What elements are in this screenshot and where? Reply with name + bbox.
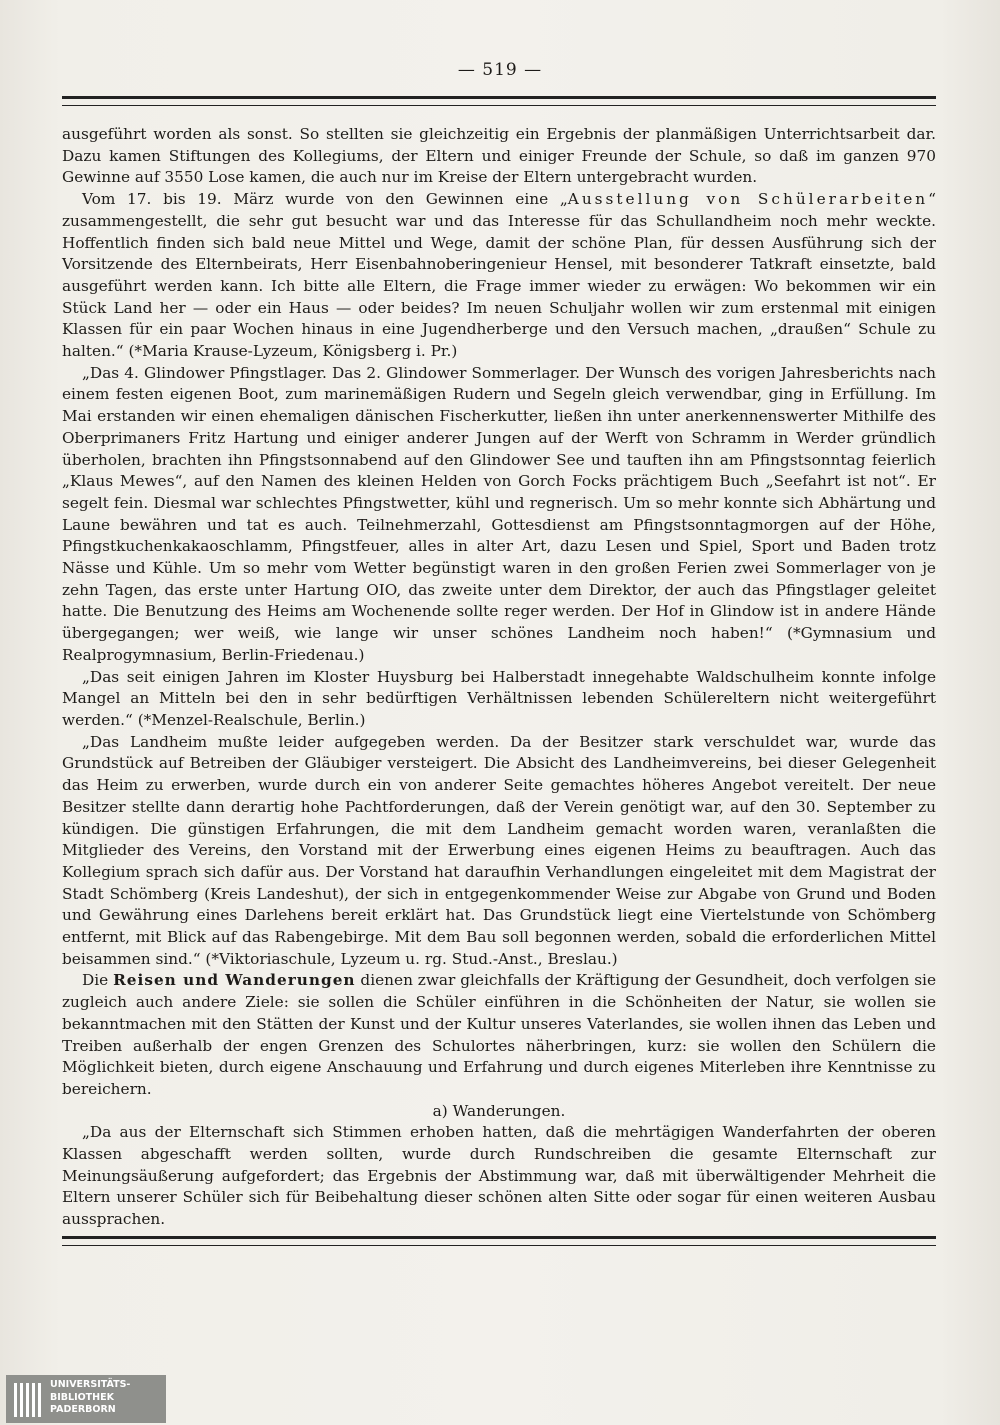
library-logo-icon: [14, 1383, 44, 1417]
spaced-emphasis: Ausstellung von Schülerarbeiten: [567, 190, 929, 209]
footer-rule: [62, 1236, 936, 1246]
section-heading: a) Wanderungen.: [432, 1101, 566, 1120]
logo-line-3: PADERBORN: [50, 1404, 116, 1415]
paragraph-1: ausgeführt worden als sonst. So stellten sie gleichzeitig ein Ergebnis der planmäßigen Unterrichtsarbeit dar. Dazu kamen Stiftungen des Kollegiums, der Eltern und einiger Freunde der Schule, so daß im ganzen 970 Gewinne auf 3550 Lose kamen, die auch nur im Kreise der Eltern untergebracht wurden.: [62, 125, 936, 187]
paragraph-2: Vom 17. bis 19. März wurde von den Gewinnen eine „Ausstellung von Schülerarbeiten“ zusammengestellt, die sehr gut besucht war und das Interesse für das Schullandheim noch mehr weckte. Hoffentlich finden sich bald neue Mittel und Wege, damit der schöne Plan, für dessen Ausführung sich der Vorsitzende des Elternbeirats, Herr Eisenbahnoberingenieur Hensel, mit besonderer Tatkraft einsetzte, bald ausgeführt werden kann. Ich bitte alle Eltern, die Frage immer wieder zu erwägen: Wo bekommen wir ein Stück Land her — oder ein Haus — oder beides? Im neuen Schuljahr wollen wir zum erstenmal mit einigen Klassen für ein paar Wochen hinaus in eine Jugendherberge und den Versuch machen, „draußen“ Schule zu halten.“ (*Maria Krause-Lyzeum, Königsberg i. Pr.): [62, 190, 936, 361]
header-rule: [62, 96, 936, 106]
library-logo: [6, 1375, 166, 1423]
paragraph-7: „Da aus der Elternschaft sich Stimmen erhoben hatten, daß die mehrtägigen Wanderfahrten der oberen Klassen abgeschafft werden sollten, wurde durch Rundschreiben die gesamte Elternschaft zur Meinungsäußerung aufgefordert; das Ergebnis der Abstimmung war, daß mit überwältigender Mehrheit die Eltern unserer Schüler sich für Beibehaltung dieser schönen alten Sitte oder sogar für einen weiteren Ausbau aussprachen.: [62, 1123, 936, 1229]
paragraph-3: „Das 4. Glindower Pfingstlager. Das 2. Glindower Sommerlager. Der Wunsch des vorigen Jahresberichts nach einem festen eigenen Boot, zum marinemäßigen Rudern und Segeln gleich verwendbar, ging in Erfüllung. Im Mai erstanden wir einen ehemaligen dänischen Fischerkutter, ließen ihn unter anerkennenswerter Mithilfe des Oberprimaners Fritz Hartung und einiger anderer Jungen auf der Werft von Schramm in Werder gründlich überholen, brachten ihn Pfingstsonnabend auf den Glindower See und tauften ihn am Pfingstsonntag feierlich „Klaus Mewes“, auf den Namen des kleinen Helden von Gorch Focks prächtigem Buch „Seefahrt ist not“. Er segelt fein. Diesmal war schlechtes Pfingstwetter, kühl und regnerisch. Um so mehr konnte sich Abhärtung und Laune bewähren und tat es auch. Teilnehmerzahl, Gottesdienst am Pfingstsonntagmorgen auf der Höhe, Pfingstkuchenkakaoschlamm, Pfingstfeuer, alles in alter Art, dazu Lesen und Spiel, Sport und Baden trotz Nässe und Kühle. Um so mehr vom Wetter begünstigt waren in den großen Ferien zwei Sommerlager von je zehn Tagen, das erste unter Hartung OIO, das zweite unter dem Direktor, der auch das Pfingstlager geleitet hatte. Die Benutzung des Heims am Wochenende sollte reger werden. Der Hof in Glindow ist in andere Hände übergegangen; wer weiß, wie lange wir unser schönes Landheim noch haben!“ (*Gymnasium und Realprogymnasium, Berlin-Friedenau.): [62, 363, 936, 664]
paragraph-4: „Das seit einigen Jahren im Kloster Huysburg bei Halberstadt innegehabte Waldschulheim konnte infolge Mangel an Mitteln bei den in sehr bedürftigen Verhältnissen lebenden Schülereltern nicht weitergeführt werden.“ (*Menzel-Realschule, Berlin.): [62, 667, 936, 729]
paragraph-6: Die Reisen und Wanderungen dienen zwar gleichfalls der Kräftigung der Gesundheit, doch verfolgen sie zugleich auch andere Ziele: sie sollen die Schüler einführen in die Schönheiten der Natur, sie wollen sie bekanntmachen mit den Stätten der Kunst und der Kultur unseres Vaterlandes, sie wollen ihnen das Leben und Treiben außerhalb der engen Grenzen des Schulortes näherbringen, kurz: sie wollen den Schülern die Möglichkeit bieten, durch eigene Anschauung und Erfahrung und durch eigenes Miterleben ihre Kenntnisse zu bereichern.: [62, 971, 937, 1098]
page-number: — 519 —: [457, 60, 543, 80]
bold-emphasis: Reisen und Wanderungen: [113, 971, 356, 990]
logo-line-2: BIBLIOTHEK: [50, 1391, 114, 1403]
paragraph-5: „Das Landheim mußte leider aufgegeben werden. Da der Besitzer stark verschuldet war, wurde das Grundstück auf Betreiben der Gläubiger versteigert. Die Absicht des Landheimvereins, bei dieser Gelegenheit das Heim zu erwerben, wurde durch ein von anderer Seite gemachtes höheres Angebot vereitelt. Der neue Besitzer stellte dann derartig hohe Pachtforderungen, daß der Verein genötigt war, auf den 30. September zu kündigen. Die günstigen Erfahrungen, die mit dem Landheim gemacht worden waren, veranlaßten die Mitglieder des Vereins, den Vorstand mit der Erwerbung eines eigenen Heims zu beauftragen. Auch das Kollegium sprach sich dafür aus. Der Vorstand hat daraufhin Verhandlungen eingeleitet mit dem Magistrat der Stadt Schömberg (Kreis Landeshut), der sich in entgegenkommender Weise zur Abgabe von Grund und Boden und Gewährung eines Darlehens bereit erklärt hat. Das Grundstück liegt eine Viertelstunde von Schömberg entfernt, mit Blick auf das Rabengebirge. Mit dem Bau soll begonnen werden, sobald die erforderlichen Mittel beisammen sind.“ (*Viktoriaschule, Lyzeum u. rg. Stud.-Anst., Breslau.): [62, 732, 936, 968]
body-text: [62, 124, 936, 1231]
logo-line-1: UNIVERSITÄTS-: [50, 1379, 131, 1390]
